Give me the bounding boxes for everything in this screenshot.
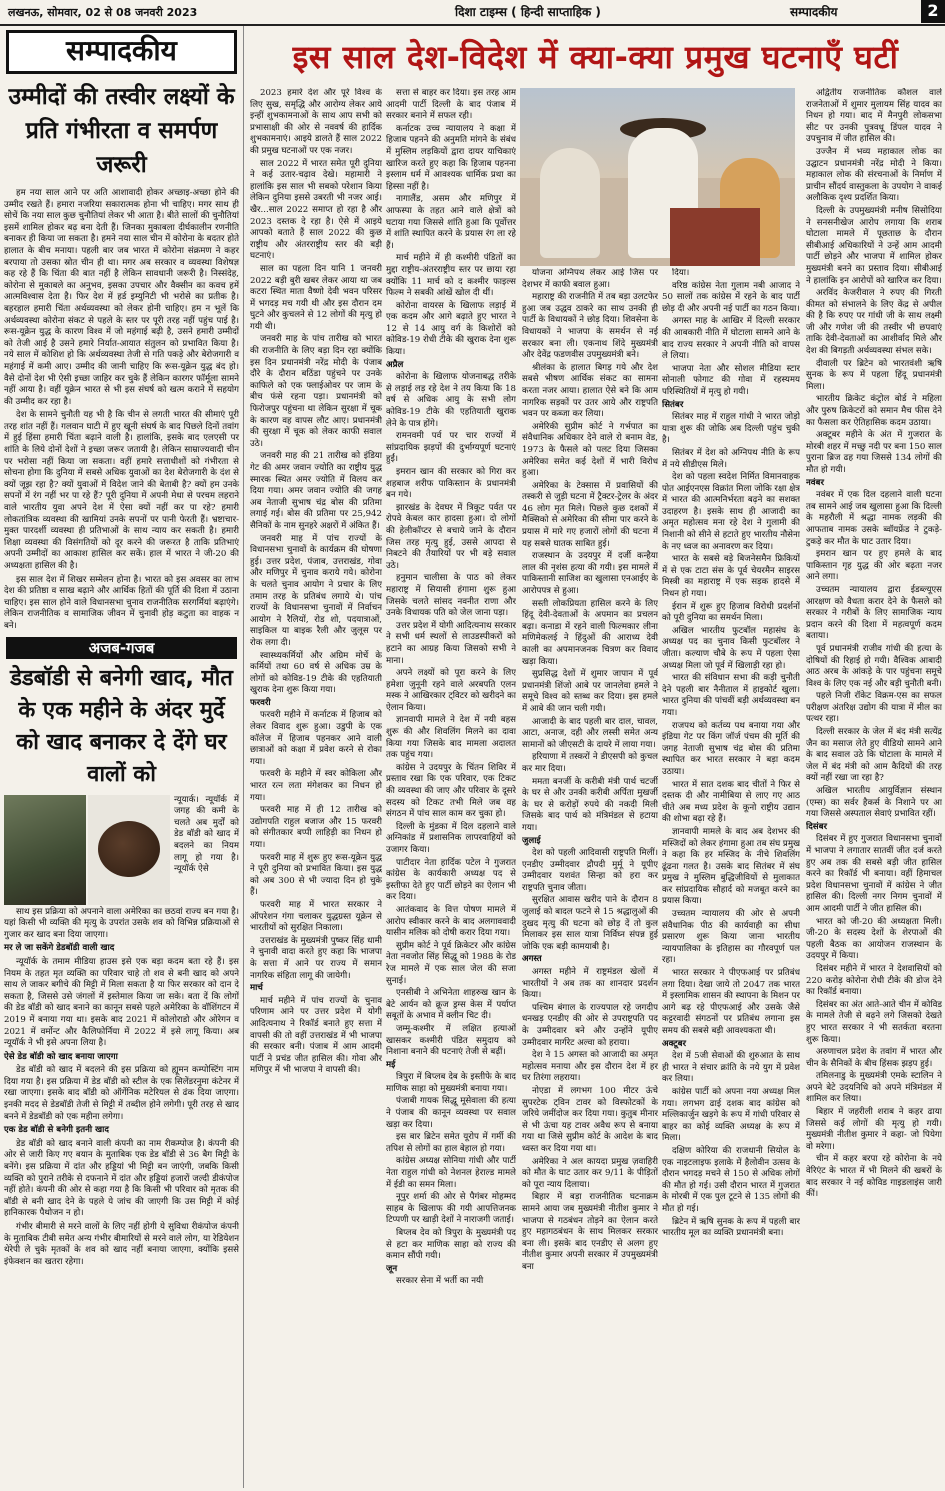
- article-paragraph: मार्च महीने में पांच राज्यों के चुनाव परिणाम आने पर उत्तर प्रदेश में योगी आदित्यनाथ ने रिकॉर्ड बनाते हुए सत्ता में वापसी की तो वहीं उत्तराखंड में भी भाजपा की सरकार बनी। पंजाब में आम आदमी पार्टी ने प्रचंड जीत हासिल की। गोवा और मणिपुर में भी भाजपा ने वापसी की।: [250, 995, 382, 1076]
- editorial-headline: उम्मीदों की तस्वीर लक्ष्यों के प्रति गंभीरता व समर्पण जरूरी: [8, 84, 235, 178]
- page-header: [0, 0, 945, 26]
- article-paragraph: भारत में सात दशक बाद चीतों ने फिर से दस्तक दी और नामीबिया से लाए गए आठ चीते अब मध्य प्रदेश के कूनो राष्ट्रीय उद्यान की शोभा बढ़ा रहे हैं।: [662, 779, 800, 825]
- article-paragraph: सस्ती लोकप्रियता हासिल करने के लिए हिंदू देवी-देवताओं के अपमान का प्रचलन बढ़ा। कनाडा में रहने वाली फिल्मकार लीना मणिमेकलई ने हिंदुओं की आराध्य देवी काली का अपमानजनक चित्रण कर विवाद खड़ा किया।: [522, 598, 658, 667]
- article-paragraph: दिल्ली के उपमुख्यमंत्री मनीष सिसोदिया ने सनसनीखेज आरोप लगाया कि शराब घोटाला मामले में पूछताछ के दौरान सीबीआई अधिकारियों ने उन्हें आम आदमी पार्टी छोड़ने और भाजपा में शामिल होकर मुख्यमंत्री बनने का प्रस्ताव दिया। सीबीआई ने हालांकि इन आरोपों को खारिज कर दिया।: [806, 205, 942, 286]
- month-heading: अप्रैल: [386, 359, 404, 370]
- article-paragraph: अगस्त माह के आखिर में दिल्ली सरकार की आबकारी नीति में घोटाला सामने आने के बाद राज्य सरकार ने अपनी नीति को वापस ले लिया।: [662, 316, 800, 362]
- article-paragraph: दिल्ली के मुंडका में दिल दहलाने वाले अग्निकांड में प्रशासनिक लापरवाहियों को उजागर किया।: [386, 821, 516, 855]
- article-column-2: [386, 88, 516, 1486]
- article-paragraph: दिसंबर का अंत आते-आते चीन में कोविड के मामले तेजी से बढ़ने लगे जिसको देखते हुए भारत सरकार ने भी सतर्कता बरतना शुरू किया।: [806, 999, 942, 1045]
- article-paragraph: पहले निजी रॉकेट विक्रम-एस का सफल परीक्षण अंतरिक्ष उद्योग की यात्रा में मील का पत्थर रहा।: [806, 691, 942, 725]
- soil-photo: [88, 795, 170, 905]
- article-paragraph: नवंबर में एक दिल दहलाने वाली घटना तब सामने आई जब खुलासा हुआ कि दिल्ली के महरौली में श्रद्धा नामक लड़की की आफताब नामक उसके ब्वॉयफ्रेंड ने टुकड़े-टुकड़े कर मौत के घाट उतार दिया।: [806, 490, 942, 547]
- article-paragraph: अरविंद केजरीवाल ने रुपए की गिरती कीमत को संभालने के लिए केंद्र से अपील की है कि रुपए पर गांधी जी के साथ लक्ष्मी जी और गणेश जी की तस्वीर भी छपवाएं ताकि देवी-देवताओं का आशीर्वाद मिले और देश की बिगड़ती अर्थव्यवस्था संभल सके।: [806, 288, 942, 357]
- article-paragraph: भारत के सबसे बड़े बिजनेसमैन फ्रिकियों में से एक टाटा संस के पूर्व चेयरमैन साइरस मिस्त्री का महाराष्ट्र में एक सड़क हादसे में निधन हो गया।: [662, 554, 800, 600]
- article-paragraph: ममता बनर्जी के करीबी मंत्री पार्थ चटर्जी के घर से और उनकी करीबी अर्पिता मुखर्जी के घर से करोड़ों रुपये की नकदी मिली जिसके बाद पार्थ को मंत्रिमंडल से हटाया गया।: [522, 776, 658, 833]
- article-paragraph: भारत की संविधान सभा की कड़ी चुनौती देने पहली बार नैनीताल में हाइकोर्ट खुला। भारत दुनिया की पांचवीं बड़ी अर्थव्यवस्था बन गया।: [662, 673, 800, 718]
- article-paragraph: त्रिपुरा में बिप्लब देब के इस्तीफे के बाद माणिक साहा को मुख्यमंत्री बनाया गया।: [386, 1072, 516, 1094]
- newspaper-name: दिशा टाइम्स ( हिन्दी साप्ताहिक ): [455, 5, 601, 19]
- article-paragraph: कोरोना के खिलाफ योजनाबद्ध तरीके से लड़ाई लड़ रहे देश ने तय किया कि 18 वर्ष से अधिक आयु के सभी लोग कोविड-19 टीके की एहतियाती खुराक लेने के पात्र होंगे।: [386, 372, 516, 429]
- month-heading: अगस्त: [522, 954, 542, 965]
- article-paragraph: कांग्रेस ने उदयपुर के चिंतन शिविर में प्रस्ताव रखा कि एक परिवार, एक टिकट की व्यवस्था की जाए और परिवार के दूसरे सदस्य को टिकट तभी मिले जब वह संगठन में पांच साल काम कर चुका हो।: [386, 762, 516, 820]
- article-paragraph: दिल्ली सरकार के जेल में बंद मंत्री सत्येंद्र जैन का मसाज लेते हुए वीडियो सामने आने के बाद सवाल उठे कि घोटाला के मामले में जेल में बंद मंत्री को आम कैदियों की तरह क्यों नहीं रखा जा रहा है?: [806, 727, 942, 784]
- article-paragraph: देश को पहली आदिवासी राष्ट्रपति मिलीं। एनडीए उम्मीदवार द्रौपदी मुर्मू ने यूपीए उम्मीदवार यशवंत सिन्हा को हरा कर राष्ट्रपति चुनाव जीता।: [522, 848, 658, 893]
- article-paragraph: अमेरिका के टेक्सास में प्रवासियों की तस्करी से जुड़ी घटना में ट्रैक्टर-ट्रेलर के अंदर 46 लोग मृत मिले। पिछले कुछ दशकों में मैक्सिको से अमेरिका की सीमा पार करने के प्रयास में मारे गए हजारों लोगों की घटना में यह सबसे घातक साबित हुई।: [522, 480, 658, 549]
- article-paragraph: ब्रिटेन में ऋषि सुनक के रूप में पहली बार भारतीय मूल का व्यक्ति प्रधानमंत्री बना।: [662, 1216, 800, 1239]
- article-paragraph: उच्चतम न्यायालय की ओर से अपनी संवैधानिक पीठ की कार्यवाही का सीधा प्रसारण शुरू किया जाना भारतीय न्यायपालिका के इतिहास का गौरवपूर्ण पल रहा।: [662, 909, 800, 966]
- article-paragraph: अमेरिका ने अल कायदा प्रमुख ज़वाहिरी को मौत के घाट उतार कर 9/11 के पीड़ितों को पूरा न्याय दिलाया।: [522, 1156, 658, 1190]
- article-paragraph: हनुमान चालीसा के पाठ को लेकर महाराष्ट्र में सियासी हंगामा शुरू हुआ जिसके चलते सांसद नवनीत राणा और उनके विधायक पति को जेल जाना पड़ा।: [386, 573, 516, 619]
- article-paragraph: इमरान खान की सरकार को गिरा कर शहबाज शरीफ पाकिस्तान के प्रधानमंत्री बन गये।: [386, 467, 516, 501]
- article-column-4: [662, 268, 800, 1486]
- article-paragraph: दीवाली पर ब्रिटेन को भारतवंशी ऋषि सुनक के रूप में पहला हिंदू प्रधानमंत्री मिला।: [806, 358, 942, 392]
- article-paragraph: दिसंबर में हुए गुजरात विधानसभा चुनावों में भाजपा ने लगातार सातवीं जीत दर्ज करते हुए अब तक की सबसे बड़ी जीत हासिल करने का रिकॉर्ड भी बनाया। वहीं हिमाचल प्रदेश विधानसभा चुनावों में कांग्रेस ने जीत हासिल की। दिल्ली नगर निगम चुनावों में आम आदमी पार्टी ने जीत हासिल की।: [806, 834, 942, 914]
- article-paragraph: सरकार सेना में भर्ती का नयी: [396, 1276, 484, 1287]
- article-paragraph: उच्चतम न्यायालय द्वारा ईडब्ल्यूएस आरक्षण को वैधता करार देने के फैसले को सरकार ने गरीबों के लिए सामाजिक न्याय प्रदान करने की दिशा में महत्वपूर्ण कदम बताया।: [806, 584, 942, 642]
- article-paragraph: पश्चिम बंगाल के राज्यपाल रहे जगदीप धनखड़ एनडीए की ओर से उपराष्ट्रपति पद के उम्मीदवार बने और उन्होंने यूपीए उम्मीदवार मार्गरेट अल्वा को हराया।: [522, 1002, 658, 1048]
- leaders-photo: [520, 88, 795, 266]
- month-heading: जुलाई: [522, 835, 541, 846]
- article-paragraph: अखिल भारतीय आयुर्विज्ञान संस्थान (एम्स) का सर्वर हैकर्स के निशाने पर आ गया जिससे अस्पताल सेवाएं प्रभावित रहीं।: [806, 786, 942, 820]
- article-paragraph: महाराष्ट्र की राजनीति में तब बड़ा उलटफेर हुआ जब उद्धव ठाकरे का साथ उनकी ही पार्टी के विधायकों ने छोड़ दिया। शिवसेना के विधायकों ने भाजपा के समर्थन से नई सरकार बना ली। एकनाथ शिंदे मुख्यमंत्री और देवेंद्र फडणवीस उपमुख्यमंत्री बने।: [522, 292, 658, 361]
- article-paragraph: इस बार ब्रिटेन समेत यूरोप में गर्मी की तपिश से लोगों का हाल बेहाल हो गया।: [386, 1132, 516, 1154]
- article-paragraph: इमरान खान पर हुए हमले के बाद पाकिस्तान गृह युद्ध की ओर बढ़ता नजर आने लगा।: [806, 549, 942, 583]
- editorial-column: [0, 26, 244, 1488]
- ajab-paragraph: गंभीर बीमारी से मरने वालों के लिए नहीं होगी ये सुविधा रीकंपोज कंपनी के मुताबिक टीबी समेत अन्य गंभीर बीमारियों से मरने वाले लोग, या रेडियेशन थेरेपी ले चुके मृतकों के शव को खाद नहीं बनाया जाएगा, क्योंकि इससे इंफेक्शन का खतरा रहेगा।: [4, 1222, 239, 1267]
- ajab-subhead: मर ले जा सकेंगे डेडबॉडी वाली खाद: [4, 943, 115, 954]
- article-paragraph: सुप्रीम कोर्ट ने पूर्व क्रिकेटर और कांग्रेस नेता नवजोत सिंह सिद्धू को 1988 के रोड रेज मामले में एक साल जेल की सजा सुनाई।: [386, 940, 516, 986]
- article-paragraph: आजादी के बाद पहली बार दाल, चावल, आटा, अनाज, दही और लस्सी समेत अन्य सामानों को जीएसटी के दायरे में लाया गया।: [522, 716, 658, 750]
- article-paragraph: बिप्लब देव को त्रिपुरा के मुख्यमंत्री पद से हटा कर माणिक साहा को राज्य की कमान सौंपी गयी।: [386, 1228, 516, 1262]
- page-number: 2: [921, 0, 945, 23]
- article-paragraph: ज्ञानवापी मामले ने देश में नयी बहस शुरू की और शिवलिंग मिलने का दावा किया गया जिसके बाद मामला अदालत तक पहुंच गया।: [386, 715, 516, 761]
- dateline: लखनऊ, सोमवार, 02 से 08 जनवरी 2023: [8, 6, 198, 19]
- month-heading: मार्च: [250, 983, 263, 994]
- ajab-subhead: ऐसे डेड बॉडी को खाद बनाया जाएगा: [4, 1051, 118, 1062]
- article-paragraph: भारत को जी-20 की अध्यक्षता मिली। जी-20 के सदस्य देशों के शेरपाओं की पहली बैठक का आयोजन राजस्थान के उदयपुर में किया।: [806, 916, 942, 962]
- article-paragraph: 2023 हमारे देश और पूरे विश्व के लिए सुख, समृद्धि और आरोग्य लेकर आये इन्हीं शुभकामनाओं के साथ आप सभी को प्रभासाक्षी की ओर से नववर्ष की हार्दिक शुभकामनाएं। आइये डालते हैं साल 2022 की प्रमुख घटनाओं पर एक नजर।: [250, 88, 382, 156]
- soil-pile-icon: [98, 821, 160, 877]
- article-paragraph: उज्जैन में भव्य महाकाल लोक का उद्घाटन प्रधानमंत्री नरेंद्र मोदी ने किया। महाकाल लोक की संरचनाओं के निर्माण में प्राचीन सौंदर्य वास्तुकला के उपयोग ने वाकई अलौकिक दृश्य प्रदर्शित किया।: [806, 146, 942, 204]
- ajab-paragraph: डेड बॉडी को खाद में बदलने की इस प्रक्रिया को ह्यूमन कम्पोस्टिंग नाम दिया गया है। इस प्रक्रिया में डेड बॉडी को स्टील के एक सिलेंडरनुमा कंटेनर में रखा जाएगा। इसके बाद बॉडी को ऑर्गेनिक मटेरियल से ढंक दिया जाएगा। इनकी मदद से डेडबॉडी तेजी से मिट्टी में तब्दील होने लगेगी। पूरी तरह से खाद बनने में डेडबॉडी को एक महीना लगेगा।: [4, 1065, 239, 1122]
- article-paragraph: नोएडा में लगभग 100 मीटर ऊंचे सुपरटेक ट्विन टावर को विस्फोटकों के जरिये जमींदोज कर दिया गया। कुतुब मीनार से भी ऊंचा यह टावर अवैध रूप से बनाया गया था जिसे सुप्रीम कोर्ट के आदेश के बाद ध्वस्त कर दिया गया था।: [522, 1085, 658, 1154]
- article-paragraph: कोरोना वायरस के खिलाफ लड़ाई में एक कदम और आगे बढ़ाते हुए भारत ने 12 से 14 आयु वर्ग के किशोरों को कोविड-19 रोधी टीके की खुराक देना शुरू किया।: [386, 300, 516, 358]
- article-paragraph: देश में 5जी सेवाओं की शुरुआत के साथ ही भारत ने संचार क्रांति के नये युग में प्रवेश कर लिया।: [662, 1051, 800, 1085]
- article-paragraph: कांग्रेस पार्टी को अपना नया अध्यक्ष मिल गया। लगभग ढाई दशक बाद कांग्रेस को मल्लिकार्जुन खड़गे के रूप में गांधी परिवार से बाहर का कोई व्यक्ति अध्यक्ष के रूप में मिला।: [662, 1086, 800, 1144]
- month-heading: अक्टूबर: [662, 1038, 687, 1049]
- article-paragraph: देश को पहला स्वदेश निर्मित विमानवाहक पोत आईएनएस विक्रांत मिला जोकि रक्षा क्षेत्र में भारत की आत्मनिर्भरता बढ़ने का सशक्त उदाहरण है। इसके साथ ही आजादी का अमृत महोत्सव मना रहे देश ने गुलामी की निशानी को सीने से हटाते हुए भारतीय नौसेना के नए ध्वज का अनावरण कर दिया।: [662, 472, 800, 552]
- article-paragraph: अद्वितीय राजनीतिक कौशल वाले राजनेताओं में शुमार मुलायम सिंह यादव का निधन हो गया। बाद में मैनपुरी लोकसभा सीट पर उनकी पुत्रवधू डिंपल यादव ने उपचुनाव में जीत हासिल की।: [806, 88, 942, 145]
- article-paragraph: फरवरी के महीने में स्वर कोकिला और भारत रत्न लता मंगेशकर का निधन हो गया।: [250, 769, 382, 803]
- article-paragraph: दिसंबर महीने में भारत ने देशवासियों को 220 करोड़ कोरोना रोधी टीके की डोज देने का रिकॉर्ड बनाया।: [806, 963, 942, 998]
- article-paragraph: पाटीदार नेता हार्दिक पटेल ने गुजरात कांग्रेस के कार्यकारी अध्यक्ष पद से इस्तीफा देते हुए पार्टी छोड़ने का ऐलान भी कर दिया।: [386, 857, 516, 903]
- article-paragraph: जनवरी माह की 21 तारीख को इंडिया गेट की अमर जवान ज्योति का राष्ट्रीय युद्ध स्मारक स्थित अमर ज्योति में विलय कर दिया गया। अमर जवान ज्योति की जगह अब नेताजी सुभाष चंद्र बोस की प्रतिमा लगाई गई। बोस की प्रतिमा पर 25,942 सैनिकों के नाम सुनहरे अक्षरों में अंकित हैं।: [250, 451, 382, 531]
- month-heading: फरवरी: [250, 697, 271, 708]
- editorial-masthead: सम्पादकीय: [6, 30, 237, 74]
- article-column-3: [522, 268, 658, 1486]
- article-paragraph: तमिलनाडु के मुख्यमंत्री एमके स्टालिन ने अपने बेटे उदयनिधि को अपने मंत्रिमंडल में शामिल कर लिया।: [806, 1071, 942, 1105]
- ajab-paragraph: न्यूयॉर्क के तमाम मीडिया हाउस इसे एक बड़ा कदम बता रहे हैं। इस नियम के तहत मृत व्यक्ति का परिवार चाहे तो शव से बनी खाद को अपने साथ ले जाकर बगीचे की मिट्टी में मिला सकता है या फिर सरकार को दान दे सकता है, जिससे उसे जंगलों में इस्तेमाल किया जा सके। बता दें कि लोगों की डेड बॉडी को खाद बनाने का कानून सबसे पहले अमेरिका के वॉशिंगटन में 2019 में बनाया गया था। इसके बाद 2021 में कोलोराडो और ओरेगन व 2021 में वर्मोन्ट और कैलिफोर्निया में 2022 में इसे लागू किया। अब न्यूयॉर्क ने भी इसे अपना लिया है।: [4, 956, 239, 1049]
- month-heading: दिसंबर: [806, 821, 828, 832]
- ajab-gajab-label: अजब-गजब: [6, 637, 237, 659]
- article-paragraph: सितंबर माह में राहुल गांधी ने भारत जोड़ो यात्रा शुरू की जोकि अब दिल्ली पहुंच चुकी है।: [662, 412, 800, 446]
- article-paragraph: सुरक्षित आवास खरीद पाने के दौरान 8 जुलाई को बादल फटने से 15 श्रद्धालुओं की दुखद मृत्यु की घटना को छोड़ दें तो कुल मिलाकर इस साल यात्रा निर्विघ्न संपन्न हुई जोकि एक बड़ी कामयाबी है।: [522, 895, 658, 952]
- article-paragraph: फरवरी महीने में कर्नाटक में हिजाब को लेकर विवाद शुरू हुआ। उडुपी के एक कॉलेज में हिजाब पहनकर आने वाली छात्राओं को कक्षा में प्रवेश करने से रोका गया।: [250, 710, 382, 767]
- section-name: सम्पादकीय: [790, 5, 838, 19]
- article-paragraph: सुप्रसिद्ध देशों में शुमार जापान में पूर्व प्रधानमंत्री शिंजो आबे पर जानलेवा हमले ने समूचे विश्व को स्तब्ध कर दिया। इस हमले में आबे की जान चली गयी।: [522, 669, 658, 714]
- article-paragraph: श्रीलंका के हालात बिगड़ गये और देश सबसे भीषण आर्थिक संकट का सामना करता नजर आया। हालात ऐसे बने कि आम नागरिक सड़कों पर उतर आये और राष्ट्रपति भवन पर कब्जा कर लिया।: [522, 362, 658, 420]
- editorial-paragraph: देश के सामने चुनौती यह भी है कि चीन से लगती भारत की सीमाएं पूरी तरह शांत नहीं हैं। गलवान घाटी में हुए खूनी संघर्ष के बाद पिछले दिनों तवांग में हुई हिंसा हमारी चिंता बढ़ाने वाली है। हालांकि, इसके बाद एलएसी पर शांति के लिये दोनों देशों ने इच्छा जरूर जतायी है। लेकिन साम्राज्यवादी चीन पर भरोसा नहीं किया जा सकता। वहीं हमारे सत्ताधीशों को गंभीरता से सोचना होगा कि दुनिया में सबसे अधिक युवाओं का देश बेरोजगारी के दंश से क्यों जूझ रहा है? क्यों युवाओं में विदेश जाने की बेताबी है? क्यों हम उनके सपनों में रंग नहीं भर पा रहे हैं? पूरी दुनिया में अपनी मेधा से परचम लहराने वाले भारतीय युवा अपने देश में ऐसा क्यों नहीं कर पा रहे? हमारी लोकतांत्रिक व्यवस्था की खामियां उनके सपनों पर पानी फेरती हैं। भ्रष्टाचार-मुक्त पारदर्शी व्यवस्था ही प्रतिभाओं के साथ न्याय कर सकती है। हमारी शिक्षा व्यवस्था की विसंगतियों को दूर करने की जरूरत है ताकि प्रतिभाएं अपनी उम्मीदों का आकाश हासिल कर सकें। हाल में भारत ने जी-20 की अध्यक्षता हासिल की है।: [4, 410, 239, 571]
- ajab-headline: डेडबॉडी से बनेगी खाद, मौत के एक महीने के अंदर मुर्दे को खाद बनाकर दे देंगे घर वालों को: [10, 665, 233, 787]
- article-paragraph: भाजपा नेता और सोशल मीडिया स्टार सोनाली फोगाट की गोवा में रहस्यमय परिस्थितियों में मृत्यु हो गयी।: [662, 363, 800, 397]
- article-paragraph: अमेरिकी सुप्रीम कोर्ट ने गर्भपात का संवैधानिक अधिकार देने वाले रो बनाम वेड, 1973 के फैसले को पलट दिया जिसका अमेरिका समेत कई देशों में भारी विरोध हुआ।: [522, 421, 658, 479]
- article-paragraph: फरवरी माह में ही 12 तारीख को उद्योगपति राहुल बजाज और 15 फरवरी को संगीतकार बप्पी लाहिड़ी का निधन हो गया।: [250, 805, 382, 850]
- article-column-1: [250, 88, 382, 1486]
- article-paragraph: ईरान में शुरू हुए हिजाब विरोधी प्रदर्शनों को पूरी दुनिया का समर्थन मिला।: [662, 601, 800, 624]
- ajab-paragraph: डेड बॉडी को खाद बनाने वाली कंपनी का नाम रीकम्पोज है। कंपनी की ओर से जारी किए गए बयान के मुताबिक एक डेड बॉडी से 36 बैग मिट्टी के बनेंगे। इस प्रक्रिया में दांत और हड्डियां भी मिट्टी बन जाएंगी, जबकि किसी व्यक्ति को पुराने तरीके से दफनाने में दांत और हड्डियां हजारों जल्दी डीकंपोज नहीं होते। कंपनी की ओर से कहा गया है कि किसी भी परिवार को मृतक की बॉडी से बनी खाद देने के पहले ये जांच की जाएगी कि उस मिट्टी में कोई हानिकारक पैथोजन न हो।: [4, 1138, 239, 1219]
- article-paragraph: पूर्व प्रधानमंत्री राजीव गांधी की हत्या के दोषियों की रिहाई हो गयी। वैश्विक आबादी आठ अरब के आंकड़े के पार पहुंचना समूचे विश्व के लिए एक नई और बड़ी चुनौती बनी।: [806, 643, 942, 689]
- article-paragraph: भारत सरकार ने पीएफआई पर प्रतिबंध लगा दिया। देखा जाये तो 2047 तक भारत में इस्लामिक शासन की स्थापना के मिशन पर आगे बढ़ रहे पीएफआई और उसके जैसे कट्टरवादी संगठनों पर प्रतिबंध लगाना इस समय की सबसे बड़ी आवश्यकता थी।: [662, 968, 800, 1036]
- month-heading: मई: [386, 1059, 396, 1070]
- ajab-photos: [4, 795, 239, 905]
- article-paragraph: दिया।: [672, 268, 690, 278]
- article-paragraph: नूपुर शर्मा की ओर से पैगंबर मोहम्मद साहब के खिलाफ की गयी आपत्तिजनक टिप्पणी पर खाड़ी देशों ने नाराजगी जताई।: [386, 1192, 516, 1226]
- article-paragraph: उत्तर प्रदेश में योगी आदित्यनाथ सरकार ने सभी धर्म स्थलों से लाउडस्पीकरों को हटाने का आग्रह किया जिसको सभी ने माना।: [386, 620, 516, 666]
- article-paragraph: हरियाणा में तस्करों ने डीएसपी को कुचल कर मार दिया।: [522, 752, 658, 774]
- ajab-body: [4, 907, 239, 1269]
- article-paragraph: राजपथ को कर्तव्य पथ बनाया गया और इंडिया गेट पर किंग जॉर्ज पंचम की मूर्ति की जगह नेताजी सुभाष चंद्र बोस की प्रतिमा स्थापित कर भारत सरकार ने बड़ा कदम उठाया।: [662, 720, 800, 777]
- article-paragraph: अगस्त महीने में राष्ट्रमंडल खेलों में भारतीयों ने अब तक का शानदार प्रदर्शन किया।: [522, 967, 658, 1001]
- article-paragraph: वरिष्ठ कांग्रेस नेता गुलाम नबी आजाद ने 50 सालों तक कांग्रेस में रहने के बाद पार्टी छोड़ दी और अपनी नई पार्टी का गठन किया।: [662, 280, 800, 314]
- article-paragraph: सत्ता से बाहर कर दिया। इस तरह आम आदमी पार्टी दिल्ली के बाद पंजाब में सरकार बनाने में सफल रही।: [386, 88, 516, 122]
- ajab-intro: न्यूयार्क। न्यूयॉर्क में जगह की कमी के चलते अब मुर्दों को डेड बॉडी को खाद में बदलने का नियम लागू हो गया है। न्यूयॉर्क ऐसे: [174, 794, 239, 875]
- article-paragraph: अपने लक्ष्यों को पूरा करने के लिए हमेशा जुनूनी रहने वाले अरबपति एलन मस्क ने आखिरकार ट्विटर को खरीदने का ऐलान किया।: [386, 668, 516, 713]
- article-paragraph: सितंबर में देश को अग्निपथ नीति के रूप में नये सीडीएस मिले।: [662, 447, 800, 470]
- article-paragraph: स्वास्थ्यकर्मियों और अग्रिम मोर्चे के कर्मियों तथा 60 वर्ष से अधिक उम्र के लोगों को कोविड-19 टीके की एहतियाती खुराक देना शुरू किया गया।: [250, 650, 382, 696]
- article-paragraph: बिहार में बड़ा राजनीतिक घटनाक्रम सामने आया जब मुख्यमंत्री नीतीश कुमार ने भाजपा से गठबंधन तोड़ने का ऐलान करते हुए महागठबंधन के साथ मिलकर सरकार बना ली। इसके बाद एनडीए से अलग हुए नीतीश कुमार अपनी सरकार में उपमुख्यमंत्री बना: [522, 1192, 658, 1272]
- month-heading: जून: [386, 1263, 398, 1274]
- month-heading: नवंबर: [806, 477, 824, 488]
- article-paragraph: ज्ञानवापी मामले के बाद अब देशभर की मस्जिदों को लेकर हंगामा हुआ तब संघ प्रमुख ने कहा कि हर मस्जिद के नीचे शिवलिंग ढूंढना गलत है। उसके बाद सितंबर में संघ प्रमुख ने मुस्लिम बुद्धिजीवियों से मुलाकात कर सांप्रदायिक सौहार्द को मजबूत करने का प्रयास किया।: [662, 826, 800, 907]
- article-paragraph: जनवरी माह के पांच तारीख को भारत की राजनीति के लिए बड़ा दिन रहा क्योंकि इस दिन प्रधानमंत्री नरेंद्र मोदी के पंजाब दौरे के दौरान बठिंडा पहुंचने पर उनके काफिले को एक फ्लाईओवर पर जाम के बीच फंसे रहना पड़ा। प्रधानमंत्री को फिरोजपुर पहुंचना था लेकिन सुरक्षा में चूक के कारण वह वापस लौट आए। प्रधानमंत्री की सुरक्षा में चूक को लेकर काफी सवाल उठे।: [250, 334, 382, 449]
- article-column-5: [806, 88, 942, 1486]
- editorial-paragraph: इस साल देश में शिखर सम्मेलन होना है। भारत को इस अवसर का लाभ देश की प्रतिष्ठा व साख बढ़ाने और आर्थिक हितों की पूर्ति की दिशा में उठाना चाहिए। इस साल होने वाले विधानसभा चुनाव राजनीतिक सरगर्मियां बढ़ाएंगे। लेकिन राजनीतिक व सामाजिक जीवन में चुनावी होड़ कटुता का वाहक न बने।: [4, 574, 239, 631]
- article-paragraph: चीन में कहर बरपा रहे कोरोना के नये वेरिएंट के भारत में भी मिलने की खबरों के बाद सरकार ने नई कोविड गाइडलाइंस जारी कीं।: [806, 1154, 942, 1200]
- article-paragraph: देश ने 15 अगस्त को आजादी का अमृत महोत्सव मनाया और इस दौरान देश में हर घर तिरंगा लहराया।: [522, 1050, 658, 1084]
- article-paragraph: साल का पहला दिन यानि 1 जनवरी 2022 बड़ी बुरी खबर लेकर आया था जब कटरा स्थित माता वैष्णो देवी भवन परिसर में भगदड़ मच गयी थी और इस दौरान दम घुटने और कुचलने से 12 लोगों की मृत्यु हो गयी थी।: [250, 263, 382, 332]
- article-paragraph: एनसीबी ने अभिनेता शाहरुख खान के बेटे आर्यन को क्रूज ड्रग्स केस में पर्याप्त सबूतों के अभाव में क्लीन चिट दी।: [386, 988, 516, 1022]
- article-paragraph: अरुणाचल प्रदेश के तवांग में भारत और चीन के सैनिकों के बीच हिंसक झड़प हुई।: [806, 1047, 942, 1069]
- article-paragraph: साल 2022 में भारत समेत पूरी दुनिया ने कई उतार-चढ़ाव देखे। महामारी ने हालांकि इस साल भी सबको परेशान किया लेकिन दुनिया इससे उबरती भी नजर आई। खैर...साल 2022 समाप्त हो रहा है और 2023 दस्तक दे रहा है। ऐसे में आइये आपको बताते हैं साल 2022 की कुछ राष्ट्रीय और अंतरराष्ट्रीय स्तर की बड़ी घटनाएं।: [250, 158, 382, 262]
- ajab-subhead: एक डेड बॉडी से बनेगी इतनी खाद: [4, 1125, 109, 1136]
- article-paragraph: अखिल भारतीय फुटबॉल महासंघ के अध्यक्ष पद का चुनाव किसी फुटबॉलर ने जीता। कल्याण चौबे के रूप में पहला ऐसा अध्यक्ष मिला जो पूर्व में खिलाड़ी रहा हो।: [662, 625, 800, 671]
- article-paragraph: मार्च महीने में ही कश्मीरी पंडितों का मुद्दा राष्ट्रीय-अंतरराष्ट्रीय स्तर पर छाया रहा क्योंकि 11 मार्च को द कश्मीर फाइल्स फिल्म ने सबकी आंखें खोल दी थीं।: [386, 253, 516, 299]
- article-paragraph: कर्नाटक उच्च न्यायालय ने कक्षा में हिजाब पहनने की अनुमति मांगने के संबंध में मुस्लिम लड़कियों द्वारा दायर याचिकाएं खारिज करते हुए कहा कि हिजाब पहनना इस्लाम धर्म में आवश्यक धार्मिक प्रथा का हिस्सा नहीं है।: [386, 123, 516, 192]
- article-paragraph: अक्टूबर महीने के अंत में गुजरात के मोरबी शहर में मच्छु नदी पर बना 150 साल पुराना ब्रिज ढह गया जिससे 134 लोगों की मौत हो गयी।: [806, 430, 942, 475]
- article-paragraph: योजना अग्निपथ लेकर आई जिस पर देशभर में काफी बवाल हुआ।: [522, 268, 658, 290]
- editorial-body: [4, 188, 239, 633]
- editorial-paragraph: हम नया साल आने पर अति आशावादी होकर अच्छाइ-अच्छा होने की उम्मीद रखते हैं। हमारा नजरिया सकारात्मक होना भी चाहिए। मगर साथ ही सोचें कि नया साल कुछ चुनौतियां लेकर भी आता है। बीते सालों की चुनौतियां इसमें शामिल होकर बढ़ बना देती हैं। जिनका मुकाबला दीर्घकालीन रणनीति बनाकर ही किया जा सकता है। हमने नया साल चीन में कोरोना के बदतर होते हालात के बीच मनाया। पहली बार जब भारत में कोरोना संक्रमण ने कहर बरपाया तो उसका स्रोत चीन ही था। मगर अब सरकार व व्यवस्था विशेषज्ञ कह रहे हैं कि चिंता की बात नहीं है लेकिन सावधानी जरूरी है। निस्संदेह, कोरोना से मुकाबले का अनुभव, इसका उपचार और वैक्सीन का कवच हमें आत्मविश्वास देता है। फिर देश में हर्ड इम्युनिटी भी भरोसे का प्रतीक है। बहरहाल हमारी चिंता अर्थव्यवस्था को लेकर होनी चाहिए। हम न भूलें कि अर्थव्यवस्था कोरोना संकट से पहले के स्तर पर पूरी तरह नहीं पहुंच पाई है। रूस-यूक्रेन युद्ध के कारण विश्व में जो महंगाई बढ़ी है, उसने हमारी उम्मीदों को तेजी आई है उसने हमारे निर्यात-आयात संतुलन को प्रभावित किया है। नये साल में कोशिश हो कि अर्थव्यवस्था तेजी से गति पकड़े और बेरोजगारी व महंगाई में कमी आए। उम्मीद की जानी चाहिए कि रूस-यूक्रेन युद्ध बंद हो। वैसे दोनों देश भी ऐसी इच्छा जाहिर कर चुके हैं लेकिन कारगर फॉर्मूला सामने नहीं आया है। वहीं यूक्रेन भारत से भी इस संघर्ष को खत्म कराने में सहयोग की उम्मीद कर रहा है।: [4, 188, 239, 407]
- article-paragraph: कांग्रेस अध्यक्ष सोनिया गांधी और पार्टी नेता राहुल गांधी को नेशनल हेराल्ड मामले में ईडी का समन मिला।: [386, 1156, 516, 1190]
- article-paragraph: फरवरी माह में भारत सरकार ने ऑपरेशन गंगा चलाकर युद्धग्रस्त यूक्रेन से भारतीयों को सुरक्षित निकाला।: [250, 899, 382, 934]
- article-paragraph: बिहार में जहरीली शराब ने कहर ढाया जिससे कई लोगों की मृत्यु हो गयी। मुख्यमंत्री नीतीश कुमार ने कहा- जो पियेगा वो मरेगा।: [806, 1107, 942, 1152]
- article-paragraph: उत्तराखंड के मुख्यमंत्री पुष्कर सिंह धामी ने चुनावी वादा करते हुए कहा कि भाजपा के सत्ता में आने पर राज्य में समान नागरिक संहिता लागू की जायेगी।: [250, 935, 382, 981]
- article-paragraph: भारतीय क्रिकेट कंट्रोल बोर्ड ने महिला और पुरुष क्रिकेटरों को समान मैच फीस देने का फैसला कर ऐतिहासिक कदम उठाया।: [806, 394, 942, 428]
- article-paragraph: पंजाबी गायक सिद्धू मूसेवाला की हत्या ने पंजाब की कानून व्यवस्था पर सवाल खड़ा कर दिया।: [386, 1096, 516, 1130]
- main-headline: इस साल देश-विदेश में क्या-क्या प्रमुख घटनाएँ घटीं: [292, 38, 899, 76]
- article-paragraph: जनवरी माह में पांच राज्यों के विधानसभा चुनावों के कार्यक्रम की घोषणा हुई। उत्तर प्रदेश, पंजाब, उत्तराखंड, गोवा और मणिपुर में चुनाव कराये गये। कोरोना के चलते चुनाव आयोग ने प्रचार के लिए तमाम तरह के प्रतिबंध लगाये थे। पांच राज्यों के विधानसभा चुनावों में निर्वाचन आयोग ने रैलियों, रोड शो, पदयात्राओं, साइकिल या बाइक रैली और जुलूस पर रोक लगा दी।: [250, 533, 382, 648]
- ajab-paragraph: साथ इस प्रक्रिया को अपनाने वाला अमेरिका का छठवां राज्य बन गया है। यहां किसी भी व्यक्ति की मृत्यु के उपरांत उसके शव को विभिन्न प्रक्रियाओं से गुजार कर खाद बना दिया जाएगा।: [4, 906, 239, 940]
- compost-photo: [4, 795, 86, 905]
- article-paragraph: फरवरी माह में शुरू हुए रूस-यूक्रेन युद्ध ने पूरी दुनिया को प्रभावित किया। इस युद्ध को अब 300 से भी ज्यादा दिन हो चुके हैं।: [250, 852, 382, 898]
- article-paragraph: राजस्थान के उदयपुर में दर्जी कन्हैया लाल की नृशंस हत्या की गयी। इस मामले में पाकिस्तानी साजिश का खुलासा एनआईए के आरोपपत्र से हुआ।: [522, 551, 658, 597]
- article-paragraph: जम्मू-कश्मीर में लक्षित हत्याओं खासकर कश्मीरी पंडित समुदाय को निशाना बनाने की घटनाएं तेजी से बढ़ीं।: [386, 1023, 516, 1058]
- article-paragraph: झारखंड के देवघर में त्रिकूट पर्वत पर रोपवे केबल कार हादसा हुआ। दो लोगों की हेलीकॉप्टर से बचाये जाने के दौरान जिस तरह मृत्यु हुई, उससे आपदा से निबटने की तैयारियों पर भी बड़े सवाल उठे।: [386, 502, 516, 571]
- article-paragraph: रामनवमी पर्व पर चार राज्यों में सांप्रदायिक झड़पों की दुर्भाग्यपूर्ण घटनाएं हुईं।: [386, 431, 516, 465]
- article-paragraph: आतंकवाद के वित्त पोषण मामले में आरोप स्वीकार करने के बाद अलगाववादी यासीन मलिक को दोषी करार दिया गया।: [386, 904, 516, 939]
- article-paragraph: दक्षिण कोरिया की राजधानी सियोल के एक नाइटलाइफ इलाके में हैलोवीन उत्सव के दौरान भगदड़ मचने से 150 से अधिक लोगों की मौत हो गई। उसी दौरान भारत में गुजरात के मोरबी में एक पुल टूटने से 135 लोगों की मौत हो गई।: [662, 1145, 800, 1214]
- article-paragraph: नागालैंड, असम और मणिपुर में आफस्पा के तहत आने वाले क्षेत्रों को घटाया गया जिससे शांति हुआ कि पूर्वोत्तर में शांति स्थापित करने के प्रयास रंग ला रहे हैं।: [386, 194, 516, 251]
- month-heading: सितंबर: [662, 399, 684, 410]
